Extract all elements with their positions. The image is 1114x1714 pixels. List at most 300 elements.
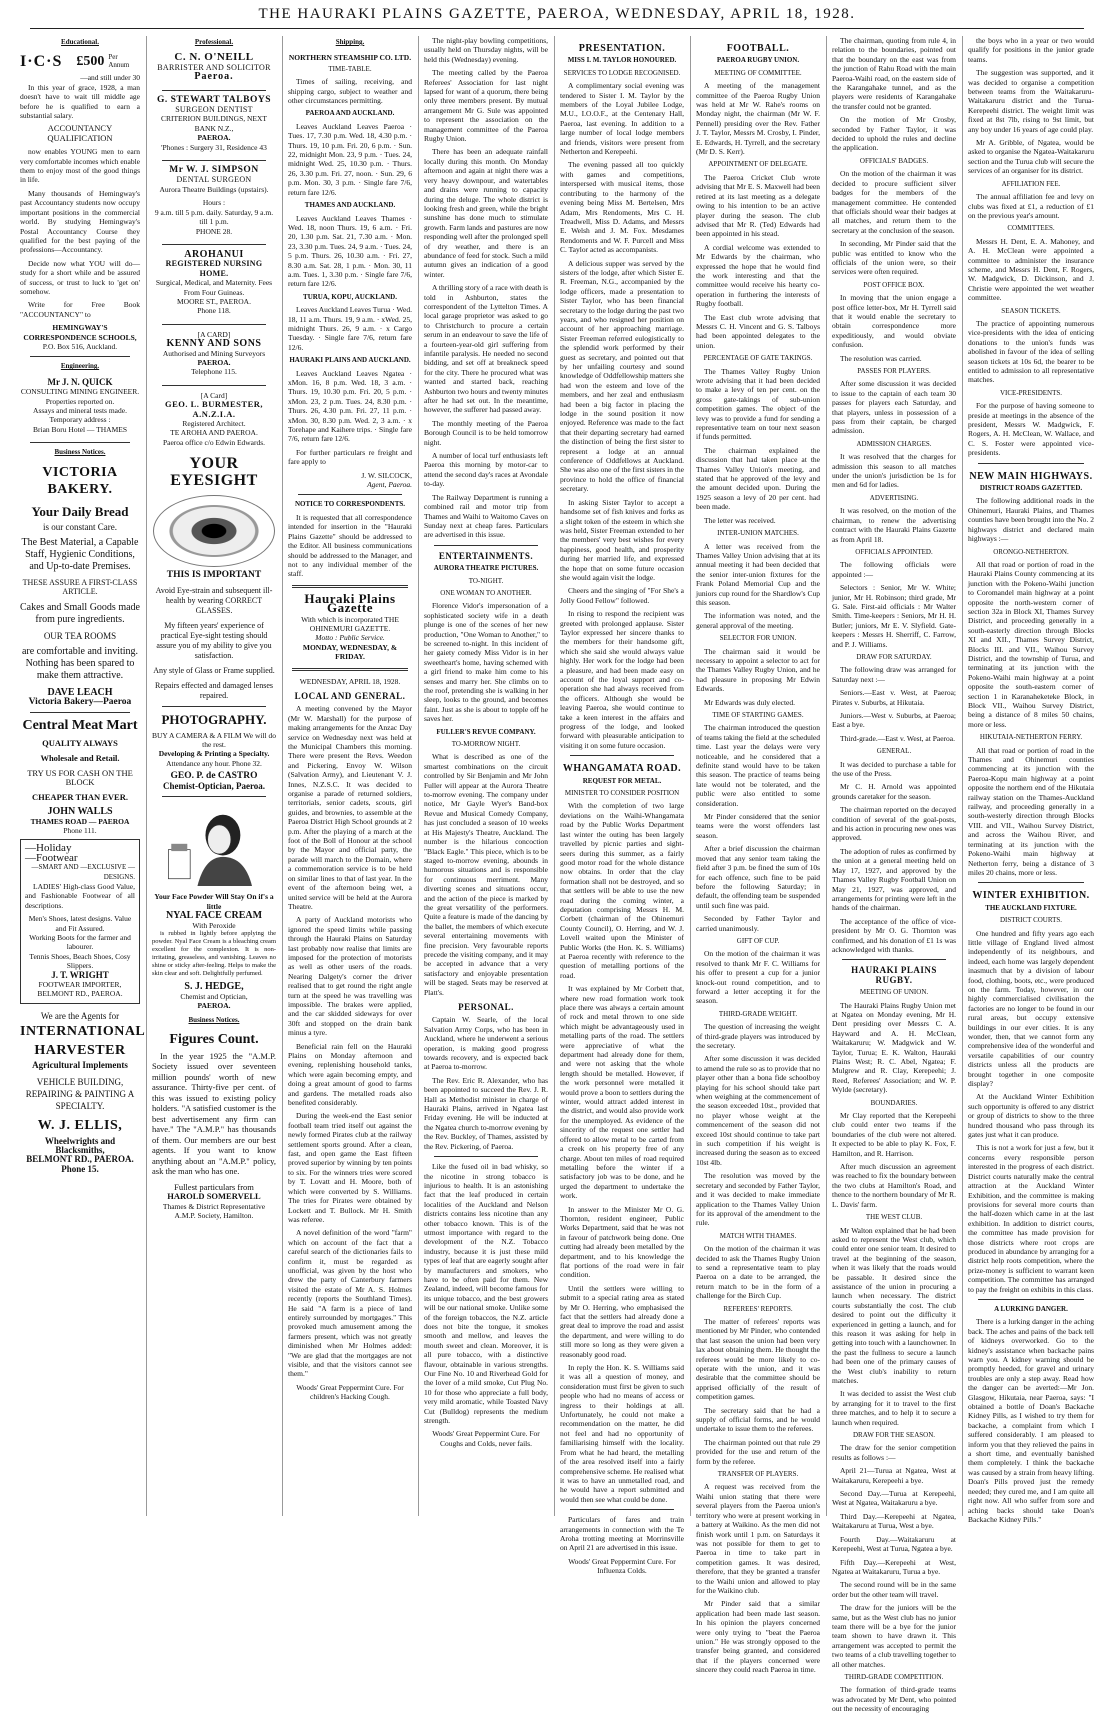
article-paragraph: After some discussion it was decided to amend the rule so as to provide that no player other than a bona fide schoolboy playing for his school should take part when weighing at the commencement of the season exceeded 10st., provided that no player whose weight at the commencement of the season did not exceed 10st should continue to take part in such competition if his weight is increased during the season as to exceed 10st 4lb. — [696, 1054, 820, 1167]
card-line: Paeroa office c/o Edwin Edwards. — [162, 437, 266, 447]
article-paragraph: On the motion of the chairman it was decided to ask the Thames Rugby Union to send a representative team to play Paeroa on a date to be arranged, the return match to be in the form of a challenge for the Birch Cup. — [696, 1244, 820, 1301]
divider — [434, 1156, 538, 1157]
card-line: 'Phones : Surgery 31, Residence 43 — [161, 142, 267, 152]
section-subheading: DRAW FOR THE SEASON. — [852, 1431, 936, 1440]
article-paragraph: Fourth Day.—Waitakaruru at Kerepeehi, West at Turua, Ngatea a bye. — [832, 1534, 956, 1554]
card-line: Phone 118. — [197, 306, 231, 316]
masthead: THE HAURAKI PLAINS GAZETTE, PAEROA, WEDNESDAY, APRIL 18, 1928. — [258, 6, 856, 22]
route-schedule: Leaves Auckland Leaves Thames · Wed. 18, noon Thurs. 19, 6 a.m. · Fri. 20, 1.30 p.m. Sat. 21, 7.30 a.m. · Mon. 23, 3.30 p.m. Tues. 24, 9 a.m. · Tues. 24, 5 p.m. Thurs. 26, 10.30 a.m. · Fri. 27, 8.30 a.m. Sat. 28, 1 p.m. · Mon. 30, 11 a.m. Tues. 1, 3.30 p.m. · Single fare 7/6, return fare 12/6. — [288, 213, 412, 289]
article-paragraph: The Thames Valley Rugby Union wrote advising that it had been decided to make a levy of ten per cent. on the gross gate-takings of sub-union competition games. The object of the levy was to provide a fund for sending a representative team on tour next season if funds permitted. — [696, 366, 820, 442]
section-heading: WINTER EXHIBITION. — [972, 890, 1090, 902]
section-subheading: OFFICIALS APPOINTED. — [855, 547, 933, 556]
footwear-line: —Holiday — [25, 842, 72, 855]
article-paragraph: There is a lurking danger in the aching back. The aches and pains of the back tell of kidneys overworked. Go to the kidney's assistance when backache pains warn you. A kidney warning should be promptly heeded, for gravel and urinary troubles are only a step away. Read how the danger can be averted:—Mr Jon. Glasgow, Hikutaia, near Paeroa, says: "I obtained a bottle of Doan's Backache Kidney Pills, as I wished to try them for backache, a complaint from which I suffered considerably. I am pleased to inform you that they relieved the pains in a short time, and eventually banished them completely. I think the backache was caused by a strain from heavy lifting. Doan's Pills proved just the remedy needed; they cured me, and I am quite all right now. All who suffer from sore and aching backs should take Doan's Backache Kidney Pills." — [968, 1317, 1094, 1524]
article-paragraph: One hundred and fifty years ago each little village of England lived almost independently of its neighbours, and indeed, each home was largely dependent inasmuch that by a division of labour food, clothing, boots, etc., were produced on the farm. Today, however, in our highly commercialised civilisation the factories are no longer to be found in our rural areas, but occupy extensive buildings in our ever cities. It is any wonder, then, that we cannot form any comprehensive idea of the wonderful and versatile capabilities of our country districts unless all the products are brought together in one composite display? — [968, 928, 1094, 1089]
agent-title: Agent, Paeroa. — [367, 480, 412, 490]
column-rule — [690, 36, 691, 1516]
article-paragraph: The evening passed all too quickly with games and competitions, interspersed with musical items, those contributing to the harmony of the evening being Miss M. Bertelsen, Mrs Adam, Mrs Rendoments, Mrs C. H. Treadwell, Miss D. Adams, and Messrs E. Welsh and J. M. Fox. Mesdames Rendoments and W. F. Purcell and Miss C. Taylor acted as accompanists. — [560, 160, 684, 255]
article-paragraph: Third Day.—Kerepeehi at Ngatea, Waitakaruru at Turua, West a bye. — [832, 1511, 956, 1531]
article-paragraph: Mr A. Gribble, of Ngatea, would be asked to organise the Ngatea-Waitakaruru section and the Turua club will secure the services of an organiser for its district. — [968, 138, 1094, 176]
card-line: MOORE ST., PAEROA. — [177, 296, 251, 306]
article-paragraph: It was decided to assist the West club by arranging for it to travel to the first three matches, and to help it to secure a launch when required. — [832, 1389, 956, 1427]
article-paragraph: The monthly meeting of the Paeroa Borough Council is to be held tomorrow night. — [424, 418, 548, 447]
meat-mart-title: Central Meat Mart — [22, 718, 138, 734]
nyal-line: With Peroxide — [192, 920, 236, 930]
article-paragraph: Mr Clay reported that the Kerepeehi club could enter two teams if the boundaries of the club were not altered. It expected to be able to play K. Fox, F. Hamilton, and R. Harrison. — [832, 1111, 956, 1158]
ics-still: —and still under 30 — [80, 73, 140, 83]
divider — [162, 385, 266, 386]
section-subheading: PASSES FOR PLAYERS. — [857, 367, 931, 375]
shipping-company: NORTHERN STEAMSHIP CO. LTD. — [288, 53, 412, 63]
article-paragraph: Selectors : Senior, Mr W. White; junior, Mr H. Robinson; third grade, Mr G. Sale. First-aid officials : Mr Walter Smith. Time-keepers : Seniors, Mr H. H. Butler; juniors, Mr E. V. Slyfield. Gate-keepers : Messrs H. Sherriff, C. Farrow, and P. J. Williams. — [832, 583, 956, 649]
section-subheading: ORONGO-NETHERTON. — [993, 547, 1069, 556]
section-subheading: ONE WOMAN TO ANOTHER. — [440, 588, 532, 597]
article-paragraph: Particulars of fares and train arrangements in connection with the Te Aroha trotting meeting at Morrinsville on April 21 are advertised in this issue. — [560, 1515, 684, 1553]
lady-illustration — [152, 806, 272, 886]
article-paragraph: It was resolved, on the motion of the chairman, to renew the advertising contract with the Hauraki Plains Gazette as from April 18. — [832, 506, 956, 544]
section-subheading: THIRD-GRADE COMPETITION. — [844, 1672, 944, 1681]
article-paragraph: A novel definition of the word "farm" which on account of the fact that a careful search of the dictionaries fails to confirm it, must be regarded as unofficial, was given by the host who drew the party of Canterbury farmers visited the estate of Mr A. S. Holmes recently (reports the Southland Times). He said "A farm is a piece of land entirely surrounded by mortgages." This provoked much amusement among the farmers present, which was not greatly diminished when Mr Holmes added: "We are glad that the mortgages are not visible, and that the visitors cannot see them." — [288, 1228, 412, 1379]
section-heading: PERSONAL. — [458, 1002, 514, 1012]
harvester-line: We are the Agents for — [40, 1010, 120, 1021]
card-line: Telephone 115. — [191, 367, 237, 377]
article-paragraph: After a brief discussion the chairman moved that any senior team taking the field after 3 p.m. be fined the sum of 10s for each offence, such fine to be paid before the following Saturday; in default, the offending team be suspended until such fine was paid. — [696, 844, 820, 910]
section-heading: Engineering. — [60, 362, 100, 371]
article-paragraph: Beneficial rain fell on the Hauraki Plains on Monday afternoon and evening, replenishing household tanks, which were again becoming empty, and doing a great amount of good to farms and gardens. The metalled roads also benefited considerably. — [288, 1041, 412, 1108]
section-subheading: ADMISSION CHARGES. — [856, 439, 932, 448]
route-heading: PAEROA AND AUCKLAND. — [305, 109, 395, 118]
section-subheading: PERCENTAGE OF GATE TAKINGS. — [703, 354, 813, 363]
ics-paragraph: In this year of grace, 1928, a man doesn't have to wait till middle age before he is qualified to earn a substantial salary. — [20, 82, 140, 121]
article-paragraph: Mr Pinder said that a similar application had been made last season. In his opinion the players concerned were only trying to "beat the Paeroa union." He was strongly opposed to the transfer being granted, and considered that if the players concerned were sincere they could reach Paeroa in time. — [696, 1599, 820, 1675]
card-town: PAEROA. — [197, 357, 231, 367]
divider — [842, 959, 946, 960]
meat-mart-line: THAMES ROAD — PAEROA — [30, 816, 130, 826]
bakery-owner: DAVE LEACH — [47, 687, 113, 699]
card-town: Paeroa. — [194, 71, 234, 83]
article-paragraph: A request was received from the Waihi union stating that there were several players from the Paeroa union's territory who were at present working in a battery at Waikino. As the men did not finish work until 1 p.m. on Saturdays it was not possible for them to get to Paeroa in time to take part in competition games. It was desired, therefore, that they be granted a transfer to the Waihi union and allowed to play for the Waikino club. — [696, 1482, 820, 1595]
article-paragraph: Mr Edwards was duly elected. — [704, 697, 796, 707]
section-subheading: REFEREES' REPORTS. — [723, 1304, 793, 1313]
divider — [162, 160, 266, 161]
article-paragraph: After some discussion it was decided to issue to the captain of each team 30 passes for players each Saturday, and that players, unless in possession of a pass from their captain, be charged admission. — [832, 379, 956, 436]
section-subheading: TRANSFER OF PLAYERS. — [717, 1470, 799, 1479]
photography-line: Chemist-Optician, Paeroa. — [162, 780, 266, 791]
card-town: PAEROA. — [197, 133, 231, 143]
meat-mart-line: Phone 111. — [63, 825, 97, 835]
bakery-line: Cakes and Small Goods made from pure ingredients. — [20, 601, 140, 625]
card-line: Hours : — [202, 198, 226, 208]
harvester-line: INTERNATIONAL — [20, 1024, 146, 1040]
figures-line: Thames & District Representative A.M.P. Society, Hamilton. — [162, 1201, 266, 1220]
photography-title: PHOTOGRAPHY. — [161, 711, 267, 727]
section-heading: Professional. — [194, 38, 234, 46]
article-paragraph: On the motion of the chairman it was resolved to thank Mr F. C. Williams for his offer to present a cup for a junior knock-out round competition, and to forward a letter accepting it for the season. — [696, 949, 820, 1006]
eyesight-line: My fifteen years' experience of practical Eye-sight testing should assure you of my ability to give you satisfaction. — [156, 620, 272, 660]
timetable-text: Times of sailing, receiving, and shipping cargo, subject to weather and other circumstances permitting. — [288, 77, 412, 106]
section-heading: NEW MAIN HIGHWAYS. — [969, 470, 1093, 482]
article-paragraph: Juniors.—West v. Suburbs, at Paeroa; East a bye. — [832, 711, 956, 730]
article-paragraph: The information was noted, and the general approval of the meeting. — [696, 611, 820, 630]
article-paragraph: On the motion of the chairman it was decided to procure sufficient silver badges for the members of the management committee. He contended that officials should wear their badges at all matches, and return them to the secretary at the conclusion of the season. — [832, 169, 956, 235]
section-subheading: SELECTOR FOR UNION. — [719, 634, 797, 643]
card-name: G. STEWART TALBOYS — [157, 94, 271, 105]
article-paragraph: The East club wrote advising that Messrs C. H. Vincent and G. S. Talboys had been appointed delegates to the union. — [696, 312, 820, 350]
card-line: Registered Architect. — [182, 419, 246, 428]
nyal-title: NYAL FACE CREAM — [165, 910, 263, 922]
footwear-advert — [20, 839, 140, 1004]
card-role: BARRISTER AND SOLICITOR — [157, 62, 271, 72]
article-paragraph: Until the settlers were willing to submit to a special rating area as stated by Mr O. Herring, who emphasised the fact that the settlers had already done a great deal to improve the road and assist the department, and were willing to do still more so long as they were given a reasonably good road. — [560, 1283, 684, 1359]
footwear-line: —Footwear — [25, 851, 78, 864]
article-paragraph: All that road or portion of road in the Hauraki Plains County commencing at its junction with the Pokeno-Waihi junction to Coromandel main highway at a point opposite the north-western corner of section 32a in Block XI, Thames Survey District, and proceeding generally in a south-easterly direction through Blocks XI and XII., Thames Survey District, Blocks III. and VII., Waihou Survey District, and the township of Turua, and terminating at its junction with the Pokeno-Waihi main highway at a point opposite the south-eastern corner of section 1 in Karanaheketeke Block, in Block VII., Waihou Survey District, being a distance of 8 miles 50 chains, more or less. — [968, 559, 1094, 729]
section-subheading: TO-NIGHT. — [468, 576, 504, 585]
route-schedule: Leaves Auckland Leaves Ngatea · xMon. 16, 8 p.m. Wed. 18, 3 a.m. · Thurs. 19, 10.30 p.m. Fri. 20, 5 p.m. · xMon. 23, 2 p.m. Tues. 24, 8.30 p.m. · Thurs. 26, 4.30 p.m. Fri. 27, 11 p.m. · xMon. 30, 8.30 p.m. Wed. 2, 3 a.m. · x Torehape and Kaihere trips. · Single fare 7/6, return fare 12/6. — [288, 368, 412, 444]
section-subheading: MATCH WITH THAMES. — [719, 1231, 797, 1240]
article-paragraph: A complimentary social evening was tendered to Sister I. M. Taylor by the members of the Loyal Jubilee Lodge, M.U., I.O.O.F., at the Centenary Hall, Paeroa, last evening. In addition to a large number of local lodge members and friends, visitors were present from Netherton and Kerepeehi. — [560, 81, 684, 157]
footwear-line: FOOTWEAR IMPORTER, BELMONT RD., PAEROA. — [37, 980, 123, 999]
article-paragraph: It was resolved that the charges for admission this season to all matches under the union's jurisdiction be 1s for men and 6d for ladies. — [832, 452, 956, 490]
divider — [978, 463, 1084, 464]
card-line: [A CARD] — [197, 329, 231, 339]
shipping-text: For further particulars re freight and fare apply to — [288, 447, 412, 467]
engineer-name: Mr J. N. QUICK — [47, 376, 113, 387]
article-paragraph: After much discussion an agreement was reached to fix the boundary between the two clubs at Hamilton's Road, and thence to the northern boundary of Mr R. L. Davis' farm. — [832, 1162, 956, 1209]
eyesight-title: YOUR EYESIGHT — [170, 455, 258, 490]
article-paragraph: All that road or portion of road in the Thames and Ohinemuri counties commencing at its junction with the Paeroa-Kopu main highway at a point opposite the northern end of the Hikutaia railway station on the Thames-Auckland railway, and proceeding generally in a south-westerly direction through Blocks VIII. and VII., Waihou Survey District, and across the Waihou River, and terminating at its junction with the Pokeno-Waihi main highway at Netherton ferry, being a distance of 3 miles 20 chains, more or less. — [968, 745, 1094, 877]
article-paragraph: What is described as one of the smartest combinations on the circuit controlled by Sir Benjamin and Mr John Fuller will appear at the Aurora Theatre to-morrow evening. The company under notice, Mr Gayle Wyer's Band-box Revue and Musical Comedy Company, has just concluded a season of 10 weeks at His Majesty's Theatre, Auckland. The number is the hilarious concoction "Black Eagle." This piece, which is to be staged to-morrow evening, abounds in humorous situations and is responsible for continuous merriment. Many diverting scenes and situations occur, and the action of the piece is marked by the great versatility of the performers. Quite a feature is made of the dancing by the ballet, the members of which execute several entertaining movements with fine precision. Very favourable reports precede the visiting company, and it may be accepted in advance that a very satisfactory and enjoyable presentation will be staged. Seats may be reserved at Platt's. — [424, 752, 548, 997]
article-paragraph: Seniors.—East v. West, at Paeroa; Pirates v. Suburbs, at Hikutaia. — [832, 688, 956, 707]
article-paragraph: Messrs H. Dent, E. A. Mahoney, and A. H. McClean were appointed a committee to administer the insurance scheme, and Messrs H. Dent, F. Rogers, W. Madgwick, D. Dickinson, and J. Christie were appointed the wet weather committee. — [968, 236, 1094, 303]
article-paragraph: Mr Pinder considered that the senior teams were the worst offenders last season. — [696, 812, 820, 840]
article-paragraph: On the motion of Mr Crosby, seconded by Father Taylor, it was decided to uphold the rules and decline the application. — [832, 115, 956, 153]
column-rule — [554, 36, 555, 1516]
column-6 — [696, 36, 820, 1675]
divider — [30, 442, 130, 443]
footwear-line: —SMART AND —EXCLUSIVE —DESIGNS. — [31, 863, 135, 881]
section-heading: LOCAL AND GENERAL. — [294, 690, 406, 701]
nyal-line: Chemist and Optician, — [180, 991, 248, 1001]
harvester-line: Wheelwrights and Blacksmiths, — [44, 1135, 116, 1156]
harvester-line: Phone 15. — [61, 1163, 99, 1174]
ics-paragraph: Write for Free Book "ACCOUNTANCY" to — [20, 300, 140, 319]
section-subheading: DISTRICT ROADS GAZETTED. — [979, 484, 1083, 493]
column-4 — [424, 36, 548, 1516]
article-paragraph: Third-grade.—East v. West, at Paeroa. — [840, 733, 955, 743]
article-paragraph: In seconding, Mr Pinder said that the public was entitled to know who the officials of the union were, so their services were often required. — [832, 239, 956, 277]
card-line: 9 a.m. till 5 p.m. daily. Saturday, 9 a.m. till 1 p.m. — [154, 207, 274, 227]
eyesight-heading: THIS IS IMPORTANT — [166, 570, 262, 581]
advert-line: Woods' Great Peppermint Cure. For Coughs and Colds, never fails. — [432, 1429, 540, 1448]
column-8 — [968, 36, 1094, 1524]
bakery-line: THESE ASSURE A FIRST-CLASS ARTICLE. — [22, 578, 138, 597]
gazette-line: Motto : Public Service. — [315, 633, 385, 643]
footwear-line: Working Boots for the farmer and labourer. — [29, 932, 131, 952]
nyal-line: Your Face Powder Will Stay On if's a little — [154, 892, 274, 911]
divider — [162, 90, 266, 91]
column-rule — [826, 36, 827, 1516]
article-paragraph: A cordial welcome was extended to Mr Edwards by the chairman, who expressed the hope that he would find the work interesting and that the committee would receive his hearty co-operation in furthering the interests of Rugby football. — [696, 242, 820, 309]
article-paragraph: The secretary said that he had a supply of official forms, and he would undertake to issue them to the referees. — [696, 1405, 820, 1434]
article-paragraph: The practice of appointing numerous vice-presidents with the idea of enticing donations to the union's funds was abolished in favour of the idea of selling season tickets at 10s 6d, the bearer to be entitled to admission to all representative matches. — [968, 318, 1094, 385]
nyal-text: is rubbed in lightly before applying the powder. Nyal Face Cream is a bleaching cream excellent for the complexion. It is non-irritating, greaseless, and vanishing. Leaves no shine or sticky after-feeling. Helps to make the skin clear and soft. Delightfully perfumed. — [152, 930, 276, 978]
article-paragraph: The draw for the senior competition results as follows :— — [832, 1443, 956, 1462]
column-1 — [20, 36, 146, 1516]
column-5 — [560, 36, 684, 1576]
divider — [292, 585, 408, 588]
figures-title: Figures Count. — [169, 1031, 259, 1047]
ics-logo: I·C·S — [20, 52, 63, 70]
article-paragraph: Captain W. Searle, of the local Salvation Army Corps, who has been in Auckland, where he underwent a serious operation, is making good progress towards recovery, and is expected back at Paeroa to-morrow. — [424, 1015, 548, 1072]
section-subheading: DRAW FOR SATURDAY. — [856, 652, 932, 661]
article-paragraph: A meeting convened by the Mayor (Mr W. Marshall) for the purpose of making arrangements for the Anzac Day service on Wednesday next was held at the Municipal Chambers this morning. There were present the Revs. Weedon and Pickering, Envoy W. Wilson (Salvation Army), and Lieutenant V. J. Innes, N.Z.S.C. It was decided to organise a parade of returned soldiers, territorials, senior cadets, scouts, girl guides, and brownies, to assemble at the Paeroa District High School grounds at 2 p.m. After the playing of a march at the foot of the Boll of Honour at the school by the Mayor and official party, the parade will march to the Domain, where a commemoration service is to be held on similar lines to that of last year. In the event of the afternoon being wet, a united service will be held at the Aurora Theatre. — [288, 704, 412, 911]
card-role: REGISTERED NURSING HOME. — [165, 259, 263, 278]
column-rule — [282, 36, 283, 1516]
article-paragraph: In asking Sister Taylor to accept a handsome set of fish knives and forks as a slight token of the esteem in which she was held, Sister Freeman extended to her the members' very best wishes for every happiness, good health, and prosperity during her married life, and expressed the hope that on some future occasion she would again visit the lodge. — [560, 497, 684, 582]
footwear-line: Tennis Shoes, Beach Shoes, Cosy Slippers. — [29, 951, 131, 971]
ics-address: HEMINGWAY'S CORRESPONDENCE SCHOOLS, — [23, 323, 137, 342]
ics-address: P.O. Box 516, Auckland. — [42, 341, 118, 351]
divider — [570, 1509, 674, 1510]
article-paragraph: The Paeroa Cricket Club wrote advising that Mr E. S. Maxwell had been retired at its last meeting as a delegate owing to his intention to be an active player during the season. The club advised that Mr R. (Ted) Edwards had been appointed in his stead. — [696, 172, 820, 239]
section-subheading: MINISTER TO CONSIDER POSITION — [564, 789, 680, 798]
eyesight-line: Repairs effected and damaged lenses repaired. — [154, 680, 274, 700]
card-role: SURGEON DENTIST — [175, 105, 253, 115]
divider — [30, 356, 130, 357]
bakery-line: are comfortable and inviting. Nothing has been spared to make them attractive. — [21, 646, 139, 682]
section-subheading: MEETING OF UNION. — [859, 988, 929, 997]
gazette-line: With which is incorporated THE OHINEMURI GAZETTE. — [301, 614, 399, 633]
article-paragraph: With the completion of two large deviations on the Waihi-Whangamata road by the Public Works Department last winter the outing has been largely travelled by picnic parties and sight-seers during this summer, as a fairly good motor road for the whole distance now obtains. In order that the clay formation shall not be destroyed, and so that settlers will be able to use the new road during the coming winter, a deputation comprising Messrs H. M. Corbett (chairman of the Ohinemuri County Council), O. Herring, and W. J. Lovell waited upon the Minister of Public Works (the Hon. K. S. Williams) at Paeroa recently with reference to the question of metalling portions of the road. — [560, 801, 684, 980]
section-subheading: GIFT OF CUP. — [736, 936, 780, 945]
column-2 — [152, 36, 276, 1516]
article-paragraph: A meeting of the management committee of the Paeroa Rugby Union was held at Mr W. Rahe's rooms on Monday night, the chairman (Mr W. F. Pennell) presiding over the Rev. Father J. T. Taylor, Messrs M. Crosby, I. Pinder, E. Edwards, H. Tyrrell, and the secretary (Mr D. S. Kerr). — [696, 81, 820, 157]
section-subheading: POST OFFICE BOX. — [863, 280, 925, 289]
section-subheading: VICE-PRESIDENTS. — [999, 388, 1063, 397]
divider — [978, 1299, 1084, 1300]
section-subheading: SERVICES TO LODGE RECOGNISED. — [563, 68, 681, 77]
section-subheading: OFFICIALS' BADGES. — [859, 156, 929, 165]
article-paragraph: The chairman pointed out that rule 29 provided for the use and return of the form by the referee. — [696, 1437, 820, 1466]
article-paragraph: The draw for the juniors will be the same, but as the West club has no junior team there will be a bye for the junior team shown to have drawn it. This arrangement was accepted to permit the two teams of a club travelling together to all other matches. — [832, 1603, 956, 1669]
route-heading: TURUA, KOPU, AUCKLAND. — [303, 292, 397, 301]
article-paragraph: Mr Walton explained that he had been asked to represent the West club, which could enter one senior team. It desired to travel at the beginning of the season, when it was likely that the roads would be passable. It desired since the assistance of the union in procuring a launch when necessary. The district courts substantially the cost. The club desired to point out the difficulty it experienced in getting a launch, and for this reason it was asking for help in getting into touch with a launchowner. In the past the fullness to secure a launch had been one of the primary causes of the West club's inability to return matches. — [832, 1225, 956, 1385]
article-paragraph: There has been an adequate rainfall locally during this month. On Monday afternoon and again at night there was a very heavy downpour, and watertables and drains were running to capacity during the deluge. The whole district is looking fresh and green, while the bright sunshine has done much to stimulate growth. Farm lands and pastures are now responding well after the prolonged spell of dry weather, and there is an abundance of feed for stock. Such a mild autumn gives an indication of a good winter. — [424, 147, 548, 279]
section-heading: FOOTBALL. — [726, 43, 790, 54]
section-subheading: SEASON TICKETS. — [1001, 306, 1061, 315]
article-paragraph: In moving that the union engage a post office letter-box, Mr H. Tyrrell said that it would enable the secretary to obtain correspondence more expeditiously, and would obviate confusion. — [832, 293, 956, 350]
meat-mart-line: TRY US FOR CASH ON THE BLOCK — [27, 767, 133, 788]
card-line: CRITERION BUILDINGS, NEXT BANK N.Z., — [160, 114, 268, 133]
article-paragraph: The following additional roads in the Ohinemuri, Hauraki Plains, and Thames counties have been brought into the No. 2 highways district and declared main highways :— — [968, 496, 1094, 544]
article-paragraph: The second round will be in the same order but the other team will travel. — [832, 1580, 956, 1599]
bakery-line: Your Daily Bread — [31, 503, 129, 519]
photography-line: Attendance any hour. Phone 32. — [166, 758, 262, 768]
article-paragraph: A number of local turf enthusiasts left Paeroa this morning by motor-car to attend the second day's races at Avondale to-day. — [424, 451, 548, 489]
meat-mart-line: Wholesale and Retail. — [40, 753, 120, 764]
divider — [162, 706, 266, 707]
section-subheading: BOUNDARIES. — [870, 1098, 918, 1107]
article-paragraph: The chairman reported on the decayed condition of several of the goal-posts, and his action in procuring new ones was approved. — [832, 805, 956, 843]
article-paragraph: A thrilling story of a race with death is told in Ashburton, states the correspondent of the Lyttelton Times. A local garage proprietor was asked to go to Christchurch to procure a certain serum in an endeavour to save the life of a fourteen-year-old girl suffering from infantile paralysis. He needed no second bidding, and set off at breakneck speed for the city. There he procured what was wanted and started back, reaching Ashburton two hours and twenty minutes after he had set out. In the meantime, however, the sufferer had passed away. — [424, 283, 548, 415]
card-line: PHONE 28. — [195, 226, 233, 236]
card-name: AROHANUI — [184, 248, 244, 260]
card-name: C. N. O'NEILL — [174, 51, 254, 64]
divider — [30, 712, 130, 713]
masthead-rule — [30, 28, 1084, 29]
section-subheading: COMMITTEES. — [1007, 224, 1055, 233]
article-paragraph: The suggestion was supported, and it was decided to organise a competition between teams from the Waitakaruru-Waitakaruru district and the Turua-Kerepeehi district. The weight limit was fixed at 8st 7lb, rising to 9st limit, but any boy under 16 years of age could play. — [968, 68, 1094, 134]
section-heading: HAURAKI PLAINS RUGBY. — [851, 965, 937, 985]
section-subheading: MISS I. M. TAYLOR HONOURED. — [567, 56, 677, 65]
notice-text: It is requested that all correspondence intended for insertion in the "Hauraki Plains Gazette" should be addressed to the Editor. All business communications should be addressed to the Manager, and not to any individual member of the staff. — [288, 512, 412, 579]
divider — [162, 324, 266, 325]
card-name: Mr W. J. SIMPSON — [169, 165, 259, 176]
route-heading: THAMES AND AUCKLAND. — [304, 201, 396, 210]
section-subheading: MEETING OF COMMITTEE. — [714, 68, 802, 77]
article-paragraph: For the purpose of having someone to preside at meetings in the absence of the president, Messrs W. Madgwick, F. Rogers, A. H. McClean, W. Wallace, and C. S. Foster were appointed vice-presidents. — [968, 401, 1094, 458]
notice-heading: NOTICE TO CORRESPONDENTS. — [294, 500, 406, 509]
article-paragraph: In reply the Hon. K. S. Williams said it was all a question of money, and consideration must first be given to such people who had no means of access or ingress to their holdings at all. Unfortunately, he could not make a recommendation on the matter, he did not feel and had no opportunity of familiarising himself with the locality. From what he had heard, the metalling of the area resolved itself into a fairly comprehensive scheme. He realised what it was to have an unmetalled road, and he would have a report submitted and would then see what could be done. — [560, 1363, 684, 1504]
section-heading: Educational. — [61, 38, 99, 46]
harvester-line: HARVESTER — [34, 1043, 126, 1059]
article-paragraph: During the week-end the East senior football team tried itself out against the newly formed Pirates club at the railway settlement sports ground. After a clean, fast, and open game the East fifteen proved superior by winning by ten points to six. For the winners tries were scored by T. Lovatt and H. Moore, both of which were converted by S. Williams. The tries for Pirates were obtained by Lockett and T. Bullock. Mr H. Smith was referee. — [288, 1111, 412, 1224]
article-paragraph: It was decided to purchase a table for the use of the Press. — [832, 759, 956, 779]
card-role: DENTAL SURGEON — [176, 175, 252, 185]
ics-paragraph: Many thousands of Hemingway's past Accountancy students now occupy important positions in the commercial world. By studying Hemingway's Postal Accountancy Course they qualified for the best paying of the professions—Accountancy. — [20, 188, 140, 255]
nyal-line: PAEROA. — [197, 1000, 231, 1010]
section-subheading: TO-MORROW NIGHT. — [451, 740, 521, 749]
column-3 — [288, 36, 412, 1516]
harvester-line: Agricultural Implements — [32, 1060, 128, 1071]
section-heading: ENTERTAINMENTS. — [438, 550, 534, 561]
article-paragraph: The letter was received. — [704, 515, 776, 525]
ics-heading: ACCOUNTANCY QUALIFICATION — [47, 123, 113, 143]
card-line: Surgical, Medical, and Maternity. Fees From Four Guineas. — [155, 278, 273, 297]
article-paragraph: The chairman explained the discussion that had taken place at the Thames Valley Union's meeting, and stated that he approved of the levy and the amount decided upon. During the 1925 season a levy of 20 per cent. had been made. — [696, 445, 820, 512]
card-name: KENNY AND SONS — [166, 338, 262, 350]
article-paragraph: The chairman said it would be necessary to appoint a selector to act for the Thames Valley Rugby Union, and he had pleasure in proposing Mr Edwin Edwards. — [696, 646, 820, 694]
eyesight-line: Any style of Glass or Frame supplied. — [153, 665, 275, 675]
article-paragraph: Florence Vidor's impersonation of a sophisticated society wife in a death plunge is one of the scenes of her new production, "One Woman to Another," to be screened to-night. In this incident of her gaiety comedy Miss Vidor is in her sweetheart's home, having schemed with a girl friend to make him come to his senses and marry her. She climbs on to the roof, pretending she is walking in her sleep, looks to the ground, and becomes faint. Just as she is about to topple off he saves her. — [424, 601, 548, 724]
card-line: Authorised and Mining Surveyors — [162, 348, 266, 358]
engineer-line: Properties reported on. — [45, 396, 115, 406]
harvester-owner: W. J. ELLIS, — [37, 1117, 123, 1133]
ics-advert-header — [20, 53, 140, 69]
eye-illustration — [153, 495, 275, 567]
ics-paragraph: Decide now what YOU will do—study for a short while and be assured of success, or trust to luck to 'get on' somehow. — [20, 258, 140, 296]
section-subheading: ADVERTISING. — [869, 493, 919, 502]
agent-name: J. W. SILCOCK, — [361, 470, 412, 480]
figures-text: In the year 1925 the "A.M.P. Society issued over seventeen million pounds' worth of new assurance. Thirty-five per cent. of this was issued to existing policy holders. "A satisfied customer is the best advertisement any firm can have." The "A.M.P." has thousands of them. Our members are our best agents. If you want to know anything about an "A.M.P." policy, ask the man who has one. — [152, 1050, 276, 1177]
section-heading: WHANGAMATA ROAD. — [562, 763, 682, 775]
section-subheading: DISTRICT COURTS. — [999, 916, 1063, 925]
bakery-line: OUR TEA ROOMS — [43, 630, 117, 641]
divider — [978, 882, 1084, 883]
engineer-line: Brian Boru Hotel — THAMES — [32, 424, 128, 434]
article-paragraph: The question of increasing the weight of third-grade players was introduced by the secretary. — [696, 1022, 820, 1050]
divider — [162, 244, 266, 245]
section-subheading: FULLER'S REVUE COMPANY. — [436, 727, 536, 736]
article-paragraph: Fifth Day.—Kerepeehi at West, Ngatea at Waitakaruru, Turua a bye. — [832, 1557, 956, 1576]
article-paragraph: The meeting called by the Paeroa Referees' Association for last night lapsed for want of a quorum, there being only three members present. By mutual arrangement Mr G. Sule was appointed to represent the association on the management committee of the Paeroa Rugby Union. — [424, 68, 548, 144]
bakery-line: is our constant Care. — [43, 521, 117, 532]
eyesight-line: Avoid Eye-strain and subsequent ill-health by wearing CORRECT GLASSES. — [155, 585, 273, 615]
article-paragraph: The resolution was carried. — [840, 353, 922, 363]
card-line: TE AROHA AND PAEROA. — [170, 428, 258, 438]
article-paragraph: April 21—Turua at Ngatea, West at Waitakaruru, Kerepeehi a bye. — [832, 1466, 956, 1485]
card-line: Aurora Theatre Buildings (upstairs). — [159, 184, 269, 194]
article-paragraph: The night-play bowling competitions, usually held on Thursday nights, will be held this (Wednesday) evening. — [424, 36, 548, 64]
bakery-title: VICTORIA BAKERY. — [42, 464, 118, 497]
article-paragraph: At the Auckland Winter Exhibition such opportunity is offered to any district or group of districts to show to the three hundred thousand who pass through its gates just what it can produce. — [968, 1092, 1094, 1140]
bakery-location: Victoria Bakery—Paeroa — [28, 696, 132, 707]
section-heading: Business Notices. — [188, 1016, 240, 1025]
route-heading: HAURAKI PLAINS AND AUCKLAND. — [289, 356, 411, 365]
section-subheading: THE AUCKLAND FIXTURE. — [985, 903, 1077, 912]
article-paragraph: The following officials were appointed :— — [832, 560, 956, 579]
article-paragraph: The acceptance of the office of vice-president by Mr O. G. Thornton was confirmed, and his donation of £1 1s was acknowledged with thanks. — [832, 916, 956, 954]
advert-line: Woods' Great Peppermint Cure. For children's Hacking Cough. — [296, 1382, 404, 1402]
article-paragraph: Cheers and the singing of "For She's a Jolly Good Fellow" followed. — [560, 586, 684, 605]
route-schedule: Leaves Auckland Leaves Turua · Wed. 18, 11 a.m. Thurs. 19, 9 a.m. · xWed. 25, midnight Thurs. 26, 9 a.m. · x Cargo Tuesday. · Single fare 7/6, return fare 12/6. — [288, 305, 412, 352]
article-paragraph: In rising to respond the recipient was greeted with prolonged applause. Sister Taylor expressed her sincere thanks to the members for their handsome gift, which she said she would always value highly. Her work for the lodge had been a pleasure, and had been made easy on account of the loyal support and co-operation she had always received from the officers. Although she would be leaving Paeroa, she would continue to take a keen interest in the affairs and progress of the lodge, and looked forward with pleasurable anticipation to visiting it on some future occasion. — [560, 609, 684, 750]
article-paragraph: The adoption of rules as confirmed by the union at a general meeting held on May 17, 1927, and approved by the Thames Valley Rugby Football Union on May 21, 1927, was approved, and arrangements for printing were left in the hands of the chairman. — [832, 846, 956, 913]
section-subheading: INTER-UNION MATCHES. — [717, 529, 799, 538]
nyal-owner: S. J. HEDGE, — [184, 981, 244, 993]
article-paragraph: A party of Auckland motorists who ignored the speed limits while passing through the Hauraki Plains on Saturday last probably now realise that limits are imposed for the protection of motorists as well as other users of the roads. Nearing Dalgety's corner the driver realised that to get round the right angle turn at the speed he was travelling was impossible. The brakes were applied, and the car skidded sideways for over 30ft and stopped on the drain bank minus a tyre. — [288, 915, 412, 1038]
timetable-heading: TIME-TABLE. — [328, 64, 372, 73]
section-heading: Shipping. — [335, 38, 365, 46]
advert-line: Woods' Great Peppermint Cure. For Influenza Colds. — [568, 1556, 676, 1576]
article-paragraph: The annual affiliation fee and levy on clubs was fixed at £1, a reduction of £1 on the previous year's amount. — [968, 192, 1094, 220]
column-rule — [962, 36, 963, 1516]
figures-line: Fullest particulars from — [174, 1181, 254, 1192]
section-subheading: HIKUTAIA-NETHERTON FERRY. — [979, 733, 1083, 742]
column-7 — [832, 36, 956, 1714]
section-heading: PRESENTATION. — [578, 43, 666, 54]
meat-mart-owner: JOHN WALLS — [47, 806, 113, 818]
article-paragraph: The following draw was arranged for Saturday next :— — [832, 665, 956, 684]
harvester-line: BELMONT RD., PAEROA. — [26, 1154, 134, 1165]
article-paragraph: the boys who in a year or two would qualify for positions in the junior grade teams. — [968, 36, 1094, 64]
meat-mart-line: CHEAPER THAN EVER. — [32, 791, 128, 802]
article-paragraph: This is not a work for just a few, but it concerns every responsible person interested in the progress of each district. District courts naturally make the central attraction at the Auckland Winter Exhibition, and the committee is making provisions for several more courts than the half-dozen which came in at the last exhibition. In addition to district courts, the committee has made provision for those districts where root crops are produced in abundance by arranging for a district help roots competition, where the prize-money is sufficient to warrant keen competition. The committee has arranged to pay the freight on exhibits in this class. — [968, 1143, 1094, 1294]
article-paragraph: Mr C. H. Arnold was appointed grounds caretaker for the season. — [832, 782, 956, 801]
divider — [162, 796, 266, 797]
footwear-line: LADIES' High-class Good Value, and Fashionable Footwear of all descriptions. — [25, 881, 135, 910]
section-subheading: APPOINTMENT OF DELEGATE. — [708, 160, 808, 169]
article-paragraph: The formation of third-grade teams was advocated by Mr Dent, who pointed out the necessity of encouraging — [832, 1685, 956, 1714]
article-paragraph: Like the fused oil in bad whisky, so the nicotine in strong tobacco is injurious to health. It is an astonishing fact that the leaf produced in certain localities of the Auckland and Nelson districts contains less nicotine than any other tobacco known. This is of the utmost importance with regard to the development of the N.Z. Tobacco industry, because it is just these mild types of leaf that are eagerly sought after by manufacturers and smokers, who have to be often paid for them. New Zealand, indeed, will become famous for its unique tobacco, and the best growers will be our national smoke. Unlike some of the foreign tobaccos, the N.Z. article does not bite the tongue, it smokes smooth and mellow, and leaves the mouth sweet and clean. Moreover, it is all pure tobacco, with a distinctive flavour, obtainable in various strengths. Our Fine No. 10 and Riverhead Gold for the lover of a mild smoke, Cut Plug No. 10 for those who appreciate a full body, very mild aromatic, while Toasted Navy Cut (Bulldog) represents the medium strength. — [424, 1162, 548, 1426]
article-paragraph: Second Day.—Turua at Kerepeehi, West at Ngatea, Waitakaruru a bye. — [832, 1489, 956, 1508]
divider — [298, 494, 402, 495]
article-paragraph: It was explained by Mr Corbett that, where new road formation work took place there was always a certain amount of rock and metal thrown to one side which might be advantageously used in metalling parts of the road. The settlers were appreciative of what the department had already done for them, and were not asking that the whole length should be metalled. However, if the work personnel were metalled it would prove a boon to settlers during the winter, would attract added interest in the district, and would also provide work for the unemployed. As evidence of the sincerity of the request one settler had offered to allow metal to be carted from a creek on his property free of any charge. About ten miles of road required metalling before the winter if a satisfactory job was to be done, and he urged the department to undertake the work. — [560, 984, 684, 1201]
column-rule — [146, 36, 147, 1516]
article-paragraph: The Railway Department is running a combined rail and motor trip from Thames and Waihi to Waitomo Caves on Sunday next at cheap fares. Particulars are advertised in this issue. — [424, 492, 548, 540]
footwear-owner: J. T. WRIGHT — [51, 969, 109, 980]
divider — [292, 668, 408, 671]
section-heading: Business Notices. — [54, 448, 106, 457]
photography-owner: GEO. P. de CASTRO — [170, 771, 258, 782]
section-subheading: THE WEST CLUB. — [865, 1213, 923, 1222]
engineer-line: Assays and mineral tests made. — [33, 406, 127, 415]
figures-owner: HAROLD SOMERVELL — [167, 1191, 261, 1202]
article-paragraph: Seconded by Father Taylor and carried unanimously. — [696, 914, 820, 933]
section-subheading: AURORA THEATRE PICTURES. — [433, 564, 539, 573]
gazette-date: WEDNESDAY, APRIL 18, 1928. — [299, 676, 401, 686]
harvester-line: VEHICLE BUILDING, REPAIRING & PAINTING A SPECIALTY. — [25, 1076, 135, 1111]
